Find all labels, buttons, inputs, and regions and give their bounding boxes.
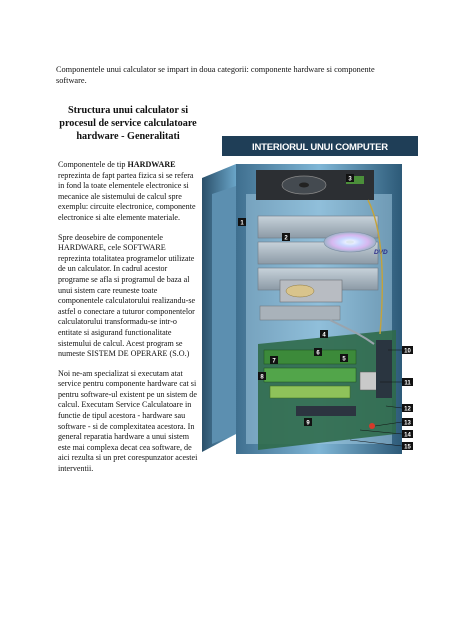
callout-3 [346, 174, 354, 182]
callout-6 [314, 348, 322, 356]
fan-hub [299, 183, 309, 188]
callout-11 [402, 378, 413, 386]
intro-paragraph: Componentele unui calculator se impart in doua categorii: componente hardware si componente software. [56, 65, 375, 85]
dvd-hole [346, 240, 354, 243]
svg-text:13: 13 [404, 420, 411, 427]
callout-5 [340, 354, 348, 362]
paragraph-service: Noi ne-am specializat si executam atat service pentru componente hardware cat si pentru software-ul existent pe un sistem de calcul. Executam Service Calculatoare in functie de tipul acestora - hardware sau software - si de complexitatea acestora. In general reparatia hardware a unui sistem este mai complexa decat cea software, de aici rezulta si un pret corespunzator acestei interventii. [58, 368, 198, 474]
memory-slots [296, 406, 356, 416]
p1-bold-term: HARDWARE [127, 160, 176, 169]
svg-text:6: 6 [316, 350, 320, 357]
floppy-drive [260, 306, 340, 320]
svg-text:10: 10 [404, 348, 411, 355]
red-component [369, 423, 375, 429]
svg-text:14: 14 [404, 432, 411, 439]
body-text [58, 160, 200, 484]
svg-text:1: 1 [240, 220, 244, 227]
callout-2 [282, 233, 290, 241]
dvd-label: DVD [374, 249, 388, 256]
p1-lead: Componentele de tip [58, 160, 128, 169]
callout-15 [402, 442, 413, 450]
callout-14 [402, 430, 413, 438]
svg-text:15: 15 [404, 444, 411, 451]
paragraph-software: Spre deosebire de componentele HARDWARE, cele SOFTWARE reprezinta totalitatea programelor utilizate de un calculator. In cadrul acestor programe se afla si programul de baza al unui sistem care reuneste toate componentele calculatorului realizandu-se astfel o conectare a tuturor componentelor calculatorului transformadu-se intr-o entitate si asigurand functionalitate sistemului de calcul. Acest program se numeste SISTEM DE OPERARE (S.O.) [58, 232, 196, 359]
paragraph-hardware [58, 160, 200, 224]
callout-10 [402, 346, 413, 354]
ports-panel [376, 340, 392, 398]
svg-text:12: 12 [404, 406, 411, 413]
callout-4 [320, 330, 328, 338]
banner-title: INTERIORUL UNUI COMPUTER [252, 142, 388, 153]
hard-disk-platter [286, 285, 314, 297]
callout-13 [402, 418, 413, 426]
svg-text:7: 7 [272, 358, 276, 365]
svg-text:2: 2 [284, 235, 288, 242]
svg-text:8: 8 [260, 374, 264, 381]
case-front-edge [212, 186, 236, 444]
callout-12 [402, 404, 413, 412]
callout-9 [304, 418, 312, 426]
svg-text:5: 5 [342, 356, 346, 363]
callout-7 [270, 356, 278, 364]
computer-interior-illustration [200, 134, 422, 474]
svg-text:3: 3 [348, 176, 352, 183]
svg-text:9: 9 [306, 420, 310, 427]
svg-text:11: 11 [404, 380, 411, 387]
callout-1 [238, 218, 246, 226]
callout-8 [258, 372, 266, 380]
svg-text:4: 4 [322, 332, 326, 339]
expansion-card-3 [270, 386, 350, 398]
expansion-card-2 [264, 368, 356, 382]
section-heading: Structura unui calculator si procesul de service calculatoare hardware - Generalitati [59, 105, 197, 142]
p1-rest: reprezinta de fapt partea fizica si se refera in fond la toate elementele electronice si mecanice ale sistemului de calcul spre exemplu: circuite electronice, componente electronice si alte elemente materiale. [58, 170, 196, 222]
